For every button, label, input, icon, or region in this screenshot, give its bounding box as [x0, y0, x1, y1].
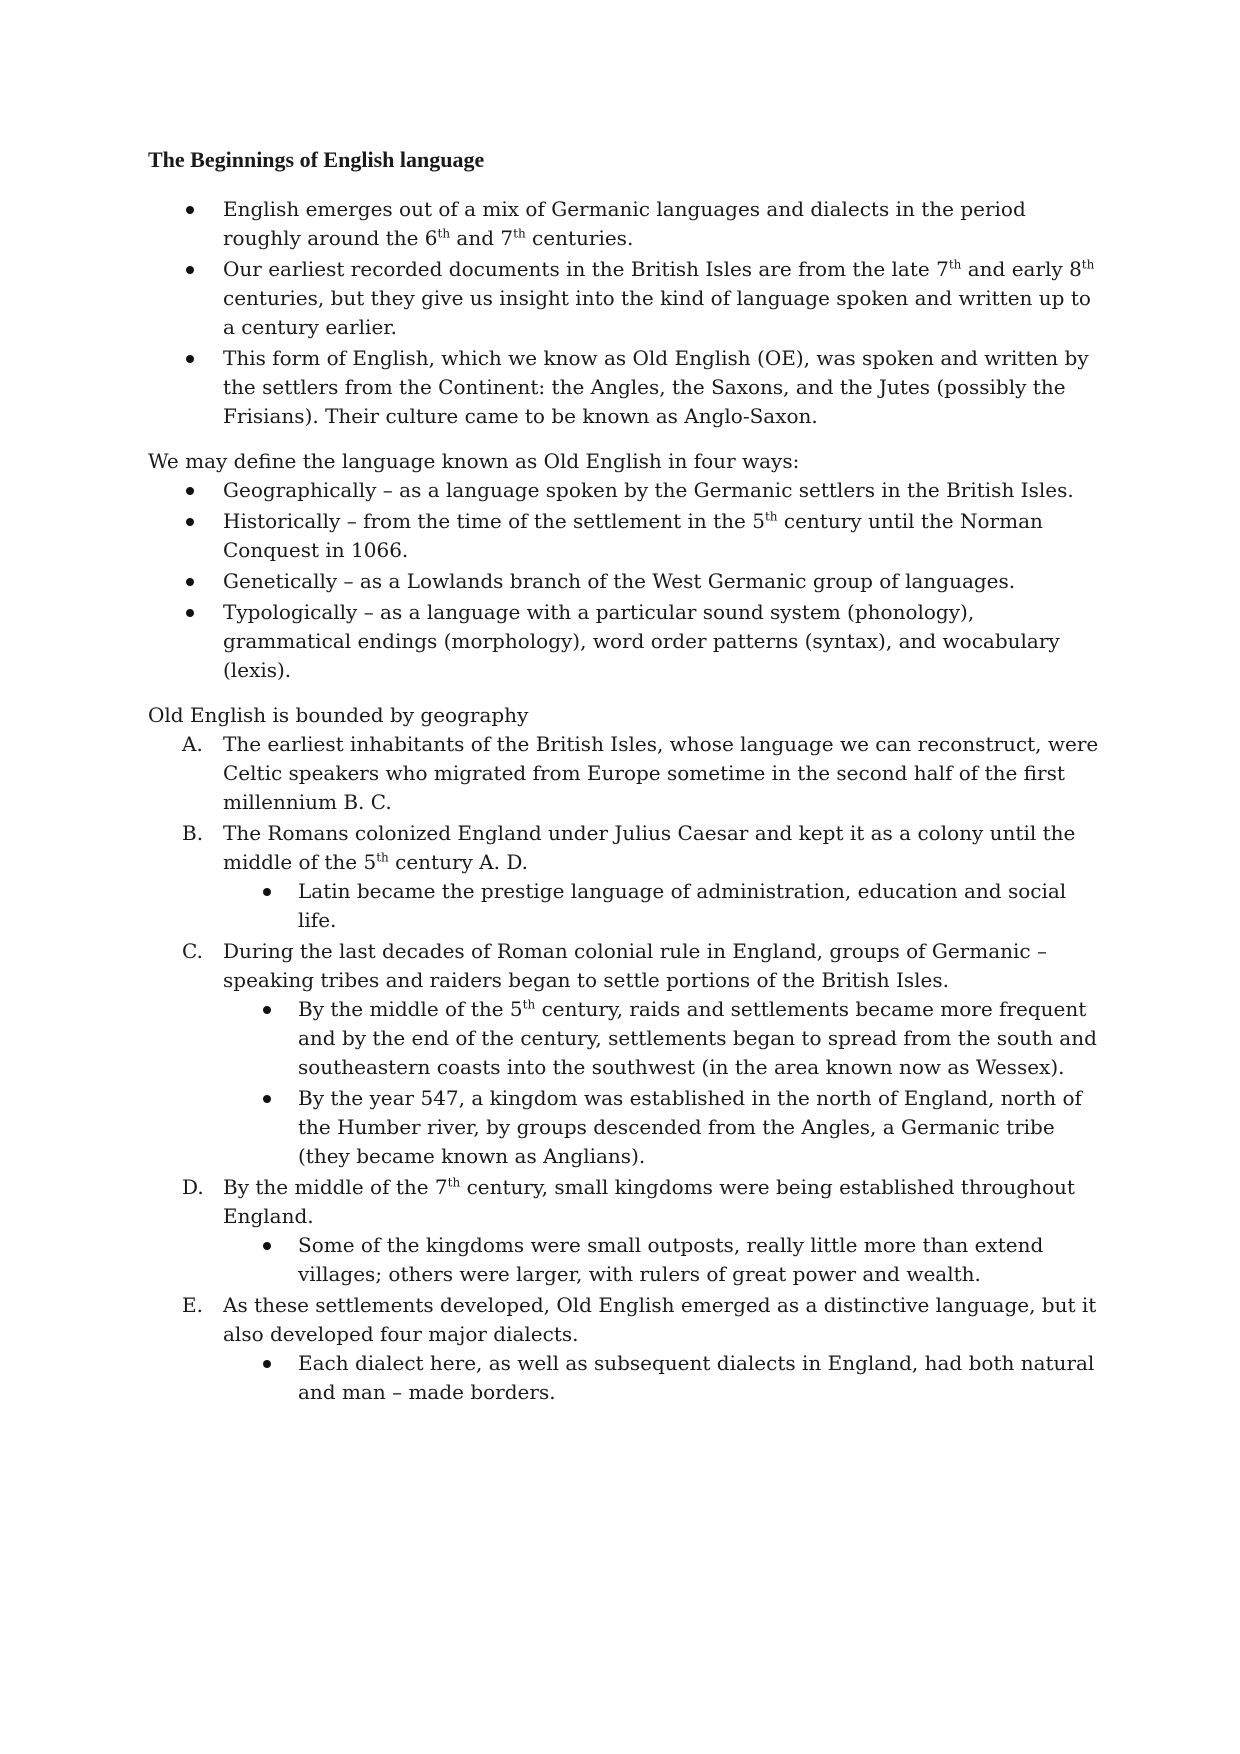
item-text — [298, 879, 1066, 932]
ordinal-superscript: th — [948, 257, 962, 272]
text-run: and 7 — [450, 226, 514, 250]
bullet-icon — [263, 1006, 271, 1014]
lettered-item — [148, 1173, 1108, 1289]
ordinal-superscript: th — [513, 226, 526, 241]
bullet-icon — [263, 1360, 271, 1368]
text-run: Typologically – as a language with a particular sound system (phonology), grammatical endings (morphology), word order patterns (syntax), and wocabulary (lexis). — [223, 600, 1060, 682]
list-marker: D. — [182, 1175, 204, 1199]
item-text — [223, 732, 1098, 814]
text-run: centuries, but they give us insight into the kind of language spoken and written up to a century earlier. — [223, 286, 1091, 339]
define-lead-paragraph: We may define the language known as Old English in four ways: — [148, 449, 800, 473]
text-run: Each dialect here, as well as subsequent dialects in England, had both natural and man – made borders. — [298, 1351, 1095, 1404]
lettered-item — [148, 1291, 1108, 1407]
item-text — [223, 346, 1089, 428]
item-text — [298, 997, 1097, 1079]
bullet-icon — [186, 487, 194, 495]
sub-bullet-list — [223, 1231, 1108, 1289]
text-run: Geographically – as a language spoken by the Germanic settlers in the British Isles. — [223, 478, 1074, 502]
item-text — [223, 1175, 1075, 1228]
item-text — [298, 1233, 1043, 1286]
bullet-icon — [186, 609, 194, 617]
text-run: centuries. — [525, 226, 634, 250]
sub-bullet-list — [223, 877, 1108, 935]
text-run: Our earliest recorded documents in the British Isles are from the late 7 — [223, 257, 949, 281]
item-text — [223, 569, 1015, 593]
text-run: The Romans colonized England under Julius Caesar and kept it as a colony until the middle of the 5 — [223, 821, 1076, 874]
item-text — [223, 257, 1094, 339]
list-item — [148, 507, 1108, 565]
list-item — [148, 598, 1108, 685]
text-run: English emerges out of a mix of Germanic languages and dialects in the period roughly around the 6 — [223, 197, 1026, 250]
bullet-icon — [186, 266, 194, 274]
text-run: century, small kingdoms were being established throughout England. — [223, 1175, 1075, 1228]
sub-list-item — [223, 1349, 1108, 1407]
bullet-icon — [186, 578, 194, 586]
sub-list-item — [223, 1231, 1108, 1289]
document-body — [148, 145, 1108, 1409]
geography-lead-paragraph: Old English is bounded by geography — [148, 703, 529, 727]
bullet-icon — [263, 1242, 271, 1250]
geography-lettered-list — [148, 730, 1108, 1407]
text-run: By the year 547, a kingdom was established in the north of England, north of the Humber river, by groups descended from the Angles, a Germanic tribe (they became known as Anglians). — [298, 1086, 1082, 1168]
sub-list-item — [223, 877, 1108, 935]
ordinal-superscript: th — [764, 509, 778, 524]
list-item — [148, 255, 1108, 342]
list-marker: B. — [182, 821, 204, 845]
text-run: The earliest inhabitants of the British Isles, whose language we can reconstruct, were Celtic speakers who migrated from Europe sometime in the second half of the first millennium B. C. — [223, 732, 1099, 814]
text-run: Genetically – as a Lowlands branch of the West Germanic group of languages. — [223, 569, 1016, 593]
text-run: Historically – from the time of the settlement in the 5 — [223, 509, 765, 533]
text-run: Latin became the prestige language of administration, education and social life. — [298, 879, 1067, 932]
list-marker: C. — [182, 939, 203, 963]
item-text — [298, 1351, 1094, 1404]
bullet-icon — [263, 888, 271, 896]
bullet-icon — [263, 1095, 271, 1103]
text-run: century A. D. — [388, 850, 529, 874]
list-item — [148, 567, 1108, 596]
text-run: As these settlements developed, Old English emerged as a distinctive language, but it also developed four major dialects. — [223, 1293, 1097, 1346]
ordinal-superscript: th — [437, 226, 451, 241]
text-run: and early 8 — [961, 257, 1082, 281]
item-text — [223, 1293, 1096, 1346]
text-run: During the last decades of Roman colonial rule in England, groups of Germanic – speaking tribes and raiders began to settle portions of the British Isles. — [223, 939, 1047, 992]
text-run: By the middle of the 7 — [223, 1175, 448, 1199]
intro-bullet-list — [148, 195, 1108, 431]
ordinal-superscript: th — [447, 1175, 461, 1190]
list-marker: A. — [182, 732, 203, 756]
document-title: The Beginnings of English language — [148, 147, 485, 172]
sub-list-item — [223, 995, 1108, 1082]
lettered-item — [148, 819, 1108, 935]
list-item — [148, 476, 1108, 505]
ordinal-superscript: th — [522, 997, 536, 1012]
text-run: century until the Norman Conquest in 1066. — [223, 509, 1043, 562]
lettered-item — [148, 730, 1108, 817]
sub-bullet-list — [223, 995, 1108, 1171]
item-text — [298, 1086, 1082, 1168]
text-run: By the middle of the 5 — [298, 997, 523, 1021]
bullet-icon — [186, 355, 194, 363]
item-text — [223, 197, 1026, 250]
ordinal-superscript: th — [376, 850, 389, 865]
item-text — [223, 600, 1060, 682]
define-bullet-list — [148, 476, 1108, 685]
sub-list-item — [223, 1084, 1108, 1171]
text-run: This form of English, which we know as Old English (OE), was spoken and written by the settlers from the Continent: the Angles, the Saxons, and the Jutes (possibly the Frisians). Their culture came to be known as Anglo-Saxon. — [223, 346, 1089, 428]
text-run: Some of the kingdoms were small outposts, really little more than extend villages; others were larger, with rulers of great power and wealth. — [298, 1233, 1044, 1286]
sub-bullet-list — [223, 1349, 1108, 1407]
item-text — [223, 821, 1075, 874]
item-text — [223, 939, 1047, 992]
list-item — [148, 195, 1108, 253]
item-text — [223, 478, 1074, 502]
lettered-item — [148, 937, 1108, 1171]
text-run: century, raids and settlements became more frequent and by the end of the century, settlements began to spread from the south and southeastern coasts into the southwest (in the area known now as Wessex). — [298, 997, 1097, 1079]
list-item — [148, 344, 1108, 431]
item-text — [223, 509, 1043, 562]
bullet-icon — [186, 206, 194, 214]
ordinal-superscript: th — [1081, 257, 1095, 272]
bullet-icon — [186, 518, 194, 526]
list-marker: E. — [182, 1293, 203, 1317]
